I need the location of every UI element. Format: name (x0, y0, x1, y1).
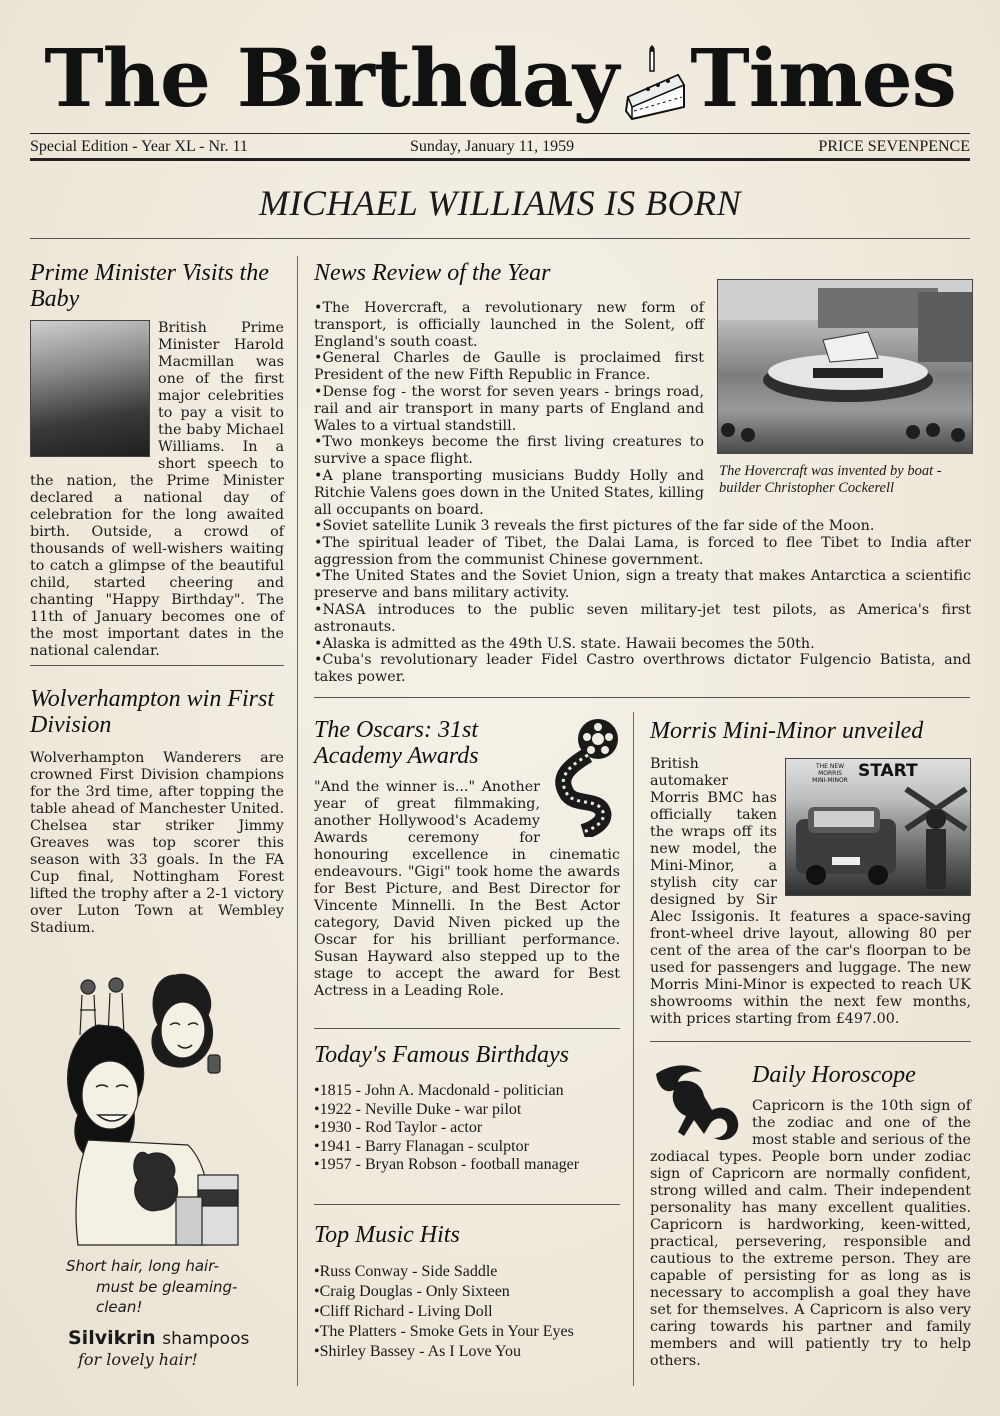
music-section (314, 1222, 620, 1362)
birthdays-title: Today's Famous Birthdays (314, 1042, 569, 1068)
news-list-top (314, 300, 704, 518)
left-rule-1 (30, 665, 284, 666)
oscars-bottom-rule (314, 1028, 620, 1029)
ad-tagline-2: must be gleaming-clean! (96, 1278, 238, 1316)
news-item: • General Charles de Gaulle is proclaimed first President of the new Fifth Republic in France. (314, 350, 704, 384)
mini-body: British automaker Morris BMC has officially taken the wraps off its new model, the Mini-Minor, a stylish city car designed by Sir Alec Issigonis. It features a space-saving front-wheel drive layout, allowing 80 per cent of the area of the car's floorpan to be used for passengers and luggage. The new Morris Mini-Minor is expected to reach UK showrooms within the next few months, with prices starting from £497.00. (650, 756, 971, 1027)
news-item: • Dense fog - the worst for seven years - brings road, rail and air transport in many parts of England and Wales to a virtual standstill. (314, 384, 704, 434)
mini-sign-start: START (858, 761, 918, 781)
top-rule (30, 133, 970, 134)
news-item: • Cuba's revolutionary leader Fidel Castro overthrows dictator Fulgencio Batista, and takes power. (314, 652, 971, 686)
masthead-title-left: The Birthday (44, 31, 619, 125)
music-title: Top Music Hits (314, 1222, 460, 1248)
edition-text: Special Edition - Year XL - Nr. 11 (30, 138, 248, 155)
birthdays-section (314, 1042, 620, 1175)
silvikrin-ad (58, 965, 268, 1385)
music-list (314, 1262, 620, 1362)
birthday-item: • 1922 - Neville Duke - war pilot (314, 1101, 620, 1120)
birthday-item: • 1957 - Bryan Robson - football manager (314, 1156, 620, 1175)
birthday-item: • 1941 - Barry Flanagan - sculptor (314, 1138, 620, 1157)
masthead (0, 28, 1000, 128)
pm-article-body: British Prime Minister Harold Macmillan was one of the first major celebrities to pay a visit to the baby Michael Williams. In a short speech to the nation, the Prime Minister declared a national day of celebration for the long awaited birth. Outside, a crowd of thousands of well-wishers waiting to catch a glimpse of the beautiful child, started cheering and chanting "Happy Birthday". The 11th of January becomes one of the most important dates in the national calendar. (30, 320, 284, 659)
news-list-bottom (314, 518, 971, 686)
mini-article (650, 718, 971, 1028)
wolves-article-title: Wolverhampton win First Division (30, 686, 275, 738)
news-item: • A plane transporting musicians Buddy Holly and Ritchie Valens goes down in the United States, killing all occupants on board. (314, 468, 704, 518)
capricorn-icon (650, 1060, 746, 1146)
hovercraft-illustration (718, 280, 972, 453)
mini-title: Morris Mini-Minor unveiled (650, 718, 924, 744)
music-item: • The Platters - Smoke Gets in Your Eyes (314, 1322, 620, 1342)
column-divider-left (297, 256, 298, 1386)
news-review-title: News Review of the Year (314, 260, 551, 286)
film-reel-icon (548, 717, 628, 837)
headline-rule (30, 238, 970, 239)
pm-article (30, 260, 284, 660)
oscars-title: The Oscars: 31st Academy Awards (314, 717, 479, 769)
birthday-cake-icon (618, 45, 690, 125)
ad-product: shampoos (162, 1329, 250, 1349)
news-item: • Alaska is admitted as the 49th U.S. state. Hawaii becomes the 50th. (314, 636, 971, 653)
music-item: • Craig Douglas - Only Sixteen (314, 1282, 620, 1302)
news-item: • The Hovercraft, a revolutionary new form of transport, is officially launched in the Solent, off England's south coast. (314, 300, 704, 350)
mini-bottom-rule (650, 1041, 971, 1042)
bar-bottom-rule (30, 158, 970, 161)
hovercraft-photo (717, 279, 973, 454)
news-item: • Two monkeys become the first living creatures to survive a space flight. (314, 434, 704, 468)
pm-article-title: Prime Minister Visits the Baby (30, 260, 269, 312)
horoscope-section (650, 1060, 971, 1370)
wolves-article (30, 686, 284, 937)
column-divider-right (633, 712, 634, 1386)
wolves-article-body: Wolverhampton Wanderers are crowned First Division champions for the 3rd time, after topping the table ahead of Manchester United. Chelsea star striker Jimmy Greaves was top scorer this season with 33 goals. In the FA Cup final, Nottingham Forest lifted the trophy after a 2-1 victory over Luton Town at Wembley Stadium. (30, 750, 284, 936)
price-text: PRICE SEVENPENCE (818, 138, 970, 155)
oscars-body: "And the winner is..." Another year of great filmmaking, another Hollywood's Academy Awards ceremony for honouring excellence in cinematic endeavours. "Gigi" took home the awards for Best Picture, and Best Director for Vincente Minnelli. In the Best Actor category, David Niven picked up the Oscar for his brilliant performance. Susan Hayward also stepped up to the stage to accept the award for Best Actress in a Leading Role. (314, 779, 620, 999)
main-headline: MICHAEL WILLIAMS IS BORN (258, 183, 742, 223)
horoscope-title: Daily Horoscope (752, 1062, 916, 1088)
masthead-title-right: Times (690, 31, 956, 125)
mini-sign-line-3: MINI-MINOR (812, 777, 848, 784)
mini-photo (785, 758, 971, 896)
ad-tagline-1: Short hair, long hair- (66, 1257, 219, 1275)
birthdays-list (314, 1082, 620, 1175)
news-item: • The spiritual leader of Tibet, the Dalai Lama, is forced to flee Tibet to India after aggression from the communist Chinese government. (314, 535, 971, 569)
oscars-article (314, 717, 620, 1000)
date-text: Sunday, January 11, 1959 (410, 138, 575, 155)
horoscope-body: Capricorn is the 10th sign of the zodiac and one of the most stable and serious of the zodiacal types. People born under zodiac sign of Capricorn are normally confident, strong willed and calm. Their independent personality has many excellent qualities. Capricorn is hardworking, keen-witted, practical, persevering, responsible and cautious to the extreme person. They are capable of persisting for as long as is necessary to accomplish a goal they have set for themselves. A Capricorn is also very caring towards his partner and family members and will patiently try to help others. (650, 1098, 971, 1369)
music-item: • Shirley Bassey - As I Love You (314, 1342, 620, 1362)
mini-sign-line-2: MORRIS (818, 770, 842, 777)
music-item: • Cliff Richard - Living Doll (314, 1302, 620, 1322)
ad-brand: Silvikrin (68, 1327, 156, 1349)
news-item: • The United States and the Soviet Union, sign a treaty that makes Antarctica a scientific preserve and bans military activity. (314, 568, 971, 602)
birthday-item: • 1815 - John A. Macdonald - politician (314, 1082, 620, 1101)
ad-illustration (58, 965, 268, 1255)
ad-slogan: for lovely hair! (78, 1350, 198, 1369)
news-bottom-rule (314, 697, 970, 698)
birthdays-bottom-rule (314, 1204, 620, 1205)
news-item: • Soviet satellite Lunik 3 reveals the first pictures of the far side of the Moon. (314, 518, 971, 535)
hovercraft-caption: The Hovercraft was invented by boat -builder Christopher Cockerell (719, 463, 942, 496)
macmillan-photo (30, 320, 150, 457)
birthday-item: • 1930 - Rod Taylor - actor (314, 1119, 620, 1138)
music-item: • Russ Conway - Side Saddle (314, 1262, 620, 1282)
mini-sign-line-1: THE NEW (815, 763, 845, 770)
news-item: • NASA introduces to the public seven military-jet test pilots, as America's first astronauts. (314, 602, 971, 636)
